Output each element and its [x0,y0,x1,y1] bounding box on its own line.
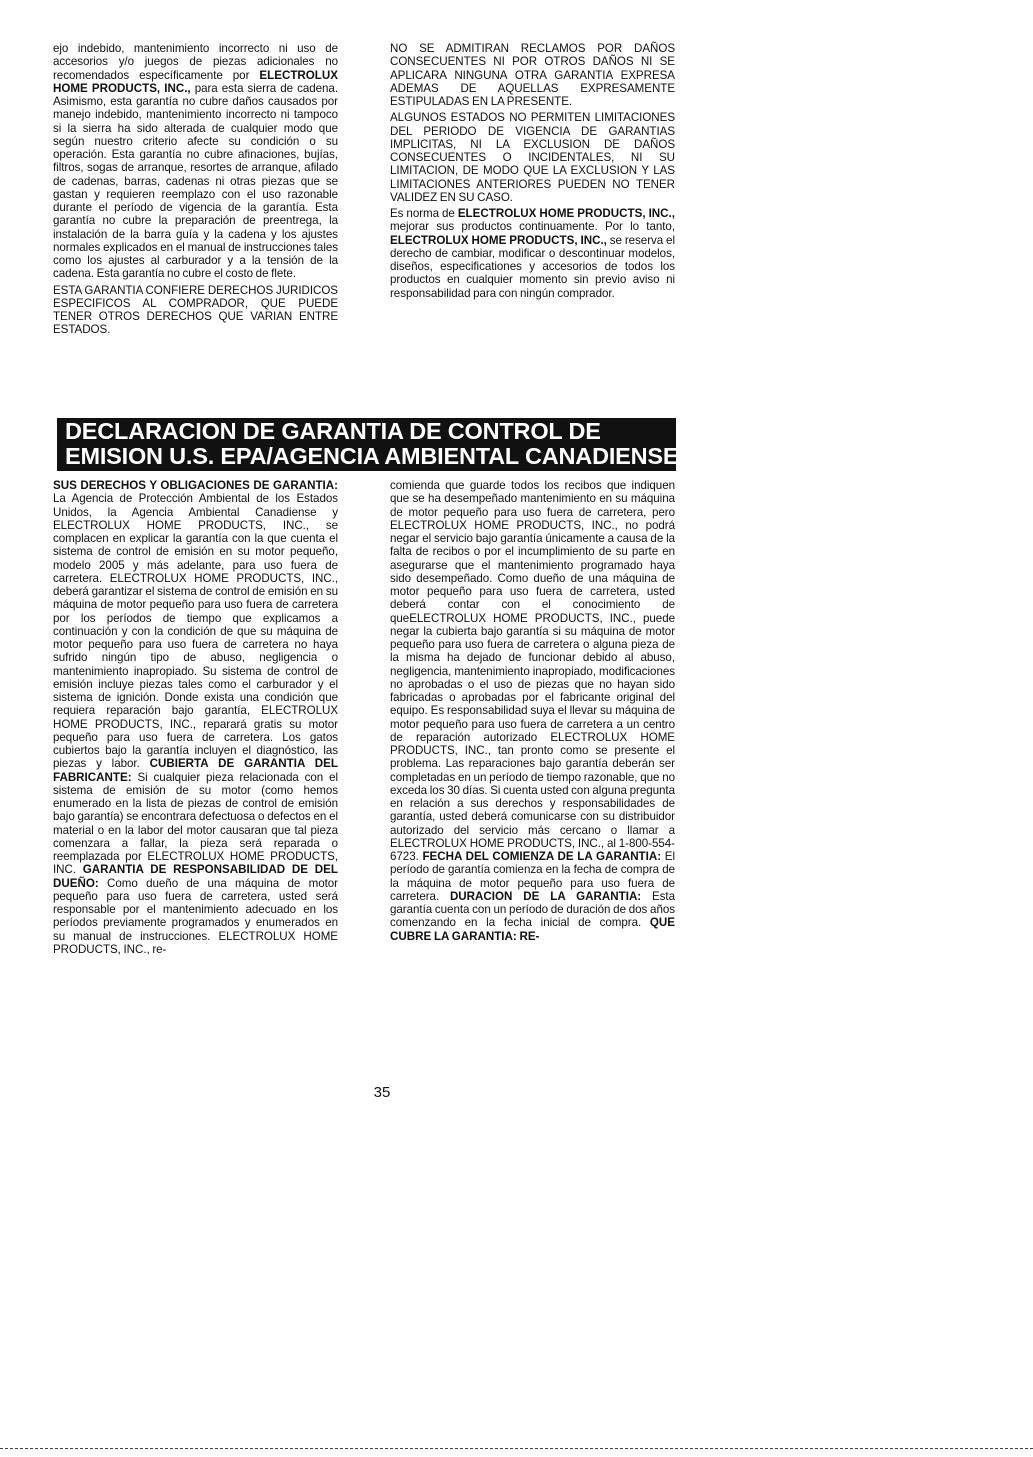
paragraph-owner-responsibility: comienda que guarde todos los recibos que indiquen que se ha desempeñado mantenimiento en su máquina de motor pequeño para uso fuera de carretera, pero ELECTROLUX HOME PRODUCTS, INC., no podrá negar el servicio bajo garantía únicamente a causa de la falta de recibos o por el incumplimiento de su parte en asegurarse que el mantenimiento programado haya sido desempeñado. Como dueño de una máquina de motor pequeño para uso fuera de carretera, usted deberá contar con el conocimiento de queELECTROLUX HOME PRODUCTS, INC., puede negar la cubierta bajo garantía si su máquina de motor pequeño para uso fuera de carretera o alguna pieza de la misma ha dejado de funcionar debido al abuso, negligencia, mantenimiento inapropiado, modificaciones no aprobadas o el uso de piezas que no hayan sido fabricadas o aprobadas por el fabricante original del equipo. Es responsabilidad suya el llevar su máquina de motor pequeño para uso fuera de carretera a un centro de reparación autorizado ELECTROLUX HOME PRODUCTS, INC., tan pronto como se presente el problema. Las reparaciones bajo garantía deberán ser completadas en un período de tiempo razonable, que no exceda los 30 días. Si cuenta usted con alguna pregunta en relación a sus derechos y responsabilidades de garantía, usted deberá comunicarse con su distribuidor autorizado del servicio más cercano o llamar a ELECTROLUX HOME PRODUCTS, INC., al 1-800-554-6723. FECHA DEL COMIENZA DE LA GARANTIA: El período de garantía comienza en la fecha de compra de la máquina de motor pequeño para uso fuera de carretera. DURACION DE LA GARANTIA: Esta garantía cuenta con un período de duración de dos años comenzando en la fecha inicial de compra. QUE CUBRE LA GARANTIA: RE- [390,479,675,943]
paragraph-exclusions: ejo indebido, mantenimiento incorrecto ni uso de accesorios y/o juegos de piezas adicionales no recomendados específicamente por ELECTROLUX HOME PRODUCTS, INC., para esta sierra de cadena. Asimismo, esta garantía no cubre daños causados por manejo indebido, mantenimiento incorrecto ni tampoco si la sierra ha sido alterada de cualquier modo que según nuestro criterio afecte su condición o su operación. Esta garantía no cubre afinaciones, bujías, filtros, sogas de arranque, resortes de arranque, afilado de cadenas, barras, cadenas ni otras piezas que se gastan y requieren reemplazo con el uso razonable durante el período de vigencia de la garantía. Esta garantía no cubre la preparación de preentrega, la instalación de la barra guía y la cadena y los ajustes normales explicados en el manual de instrucciones tales como los ajustes al carburador y a la tensión de la cadena. Esta garantía no cubre el costo de flete. [53,42,338,281]
company-name-bold: ELECTROLUX HOME PRODUCTS, INC., [457,207,675,220]
paragraph-no-claims: NO SE ADMITIRAN RECLAMOS POR DAÑOS CONSECUENTES NI POR OTROS DAÑOS NI SE APLICARA NINGUNA OTRA GARANTIA EXPRESA ADEMAS DE AQUELLAS EXPRESAMENTE ESTIPULADAS EN LA PRESENTE. [390,42,675,108]
company-name-bold: ELECTROLUX HOME PRODUCTS, INC., [53,68,338,95]
banner-title-line-1: DECLARACION DE GARANTIA DE CONTROL DE [65,418,601,444]
emission-text-column-left [53,479,338,959]
paragraph-legal-rights: ESTA GARANTIA CONFIERE DERECHOS JURIDICOS ESPECIFICOS AL COMPRADOR, QUE PUEDE TENER OTROS DERECHOS QUE VARIAN ENTRE ESTADOS. [53,283,338,337]
emission-warranty-heading-banner [57,418,679,471]
section-heading: QUE CUBRE LA GARANTIA: RE- [390,916,675,943]
paragraph-rights-obligations: SUS DERECHOS Y OBLIGACIONES DE GARANTIA: La Agencia de Protección Ambiental de los Estados Unidos, la Agencia Ambiental Canadiense y ELECTROLUX HOME PRODUCTS, INC., se complacen en explicar la garantía con la que cuenta el sistema de control de emisión en su motor pequeño, modelo 2005 y más adelante, para uso fuera de carretera. ELECTROLUX HOME PRODUCTS, INC., deberá garantizar el sistema de control de emisión en su máquina de motor pequeño para uso fuera de carretera por los períodos de tiempo que explicamos a continuación y con la condición de que su máquina de motor pequeño para uso fuera de carretera no haya sufrido ningún tipo de abuso, negligencia o mantenimiento inapropiado. Su sistema de control de emisión incluye piezas tales como el carburador y el sistema de ignición. Donde exista una condición que requiera reparación bajo garantía, ELECTROLUX HOME PRODUCTS, INC., reparará gratis su motor pequeño para uso fuera de carretera. Los gatos cubiertos bajo la garantía incluyen el diagnóstico, las piezas y labor. CUBIERTA DE GARANTIA DEL FABRICANTE: Si cualquier pieza relacionada con el sistema de emisión de su motor (como hemos enumerado en la lista de piezas de control de emisión bajo garantía) se encontrara defectuosa o defectos en el material o en la labor del motor causaran que tal pieza comenzara a fallar, la pieza será reparada o reemplazada por ELECTROLUX HOME PRODUCTS, INC. GARANTIA DE RESPONSABILIDAD DE DEL DUEÑO: Como dueño de una máquina de motor pequeño para uso fuera de carretera, usted será responsable por el mantenimiento adecuado en los períodos previamente programados y enumerados en su manual de instrucciones. ELECTROLUX HOME PRODUCTS, INC., re- [53,479,338,956]
banner-title-line-2: EMISION U.S. EPA/AGENCIA AMBIENTAL CANADIENSE [65,443,679,469]
section-heading: DURACION DE LA GARANTIA: [449,889,642,903]
emission-text-column-right [390,479,675,946]
section-heading: FECHA DEL COMIENZA DE LA GARANTIA: [422,850,662,863]
warranty-text-column-top-left [53,42,338,340]
section-heading: SUS DERECHOS Y OBLIGACIONES DE GARANTIA: [53,479,338,492]
company-name-bold: ELECTROLUX HOME PRODUCTS, INC., [390,233,607,247]
section-heading: CUBIERTA DE GARANTIA DEL FABRICANTE: [53,757,338,784]
warranty-text-column-top-right [390,42,675,303]
section-heading: GARANTIA DE RESPONSABILIDAD DE DEL DUEÑO: [53,863,338,890]
paragraph-state-limits: ALGUNOS ESTADOS NO PERMITEN LIMITACIONES DEL PERIODO DE VIGENCIA DE GARANTIAS IMPLICITAS, NI LA EXCLUSION DE DAÑOS CONSECUENTES O INCIDENTALES, NI SU LIMITACION, DE MODO QUE LA EXCLUSION Y LAS LIMITACIONES ANTERIORES PUEDEN NO TENER VALIDEZ EN SU CASO. [390,111,675,204]
page-bottom-divider [0,1448,1033,1449]
page-number: 35 [373,1084,391,1101]
paragraph-product-policy: Es norma de ELECTROLUX HOME PRODUCTS, INC., mejorar sus productos continuamente. Por lo tanto, ELECTROLUX HOME PRODUCTS, INC., se reserva el derecho de cambiar, modificar o descontinuar modelos, diseños, especificationes y accesorios de todos los productos en cualquier momento sin previo aviso ni responsabilidad para con ningún comprador. [390,207,675,300]
